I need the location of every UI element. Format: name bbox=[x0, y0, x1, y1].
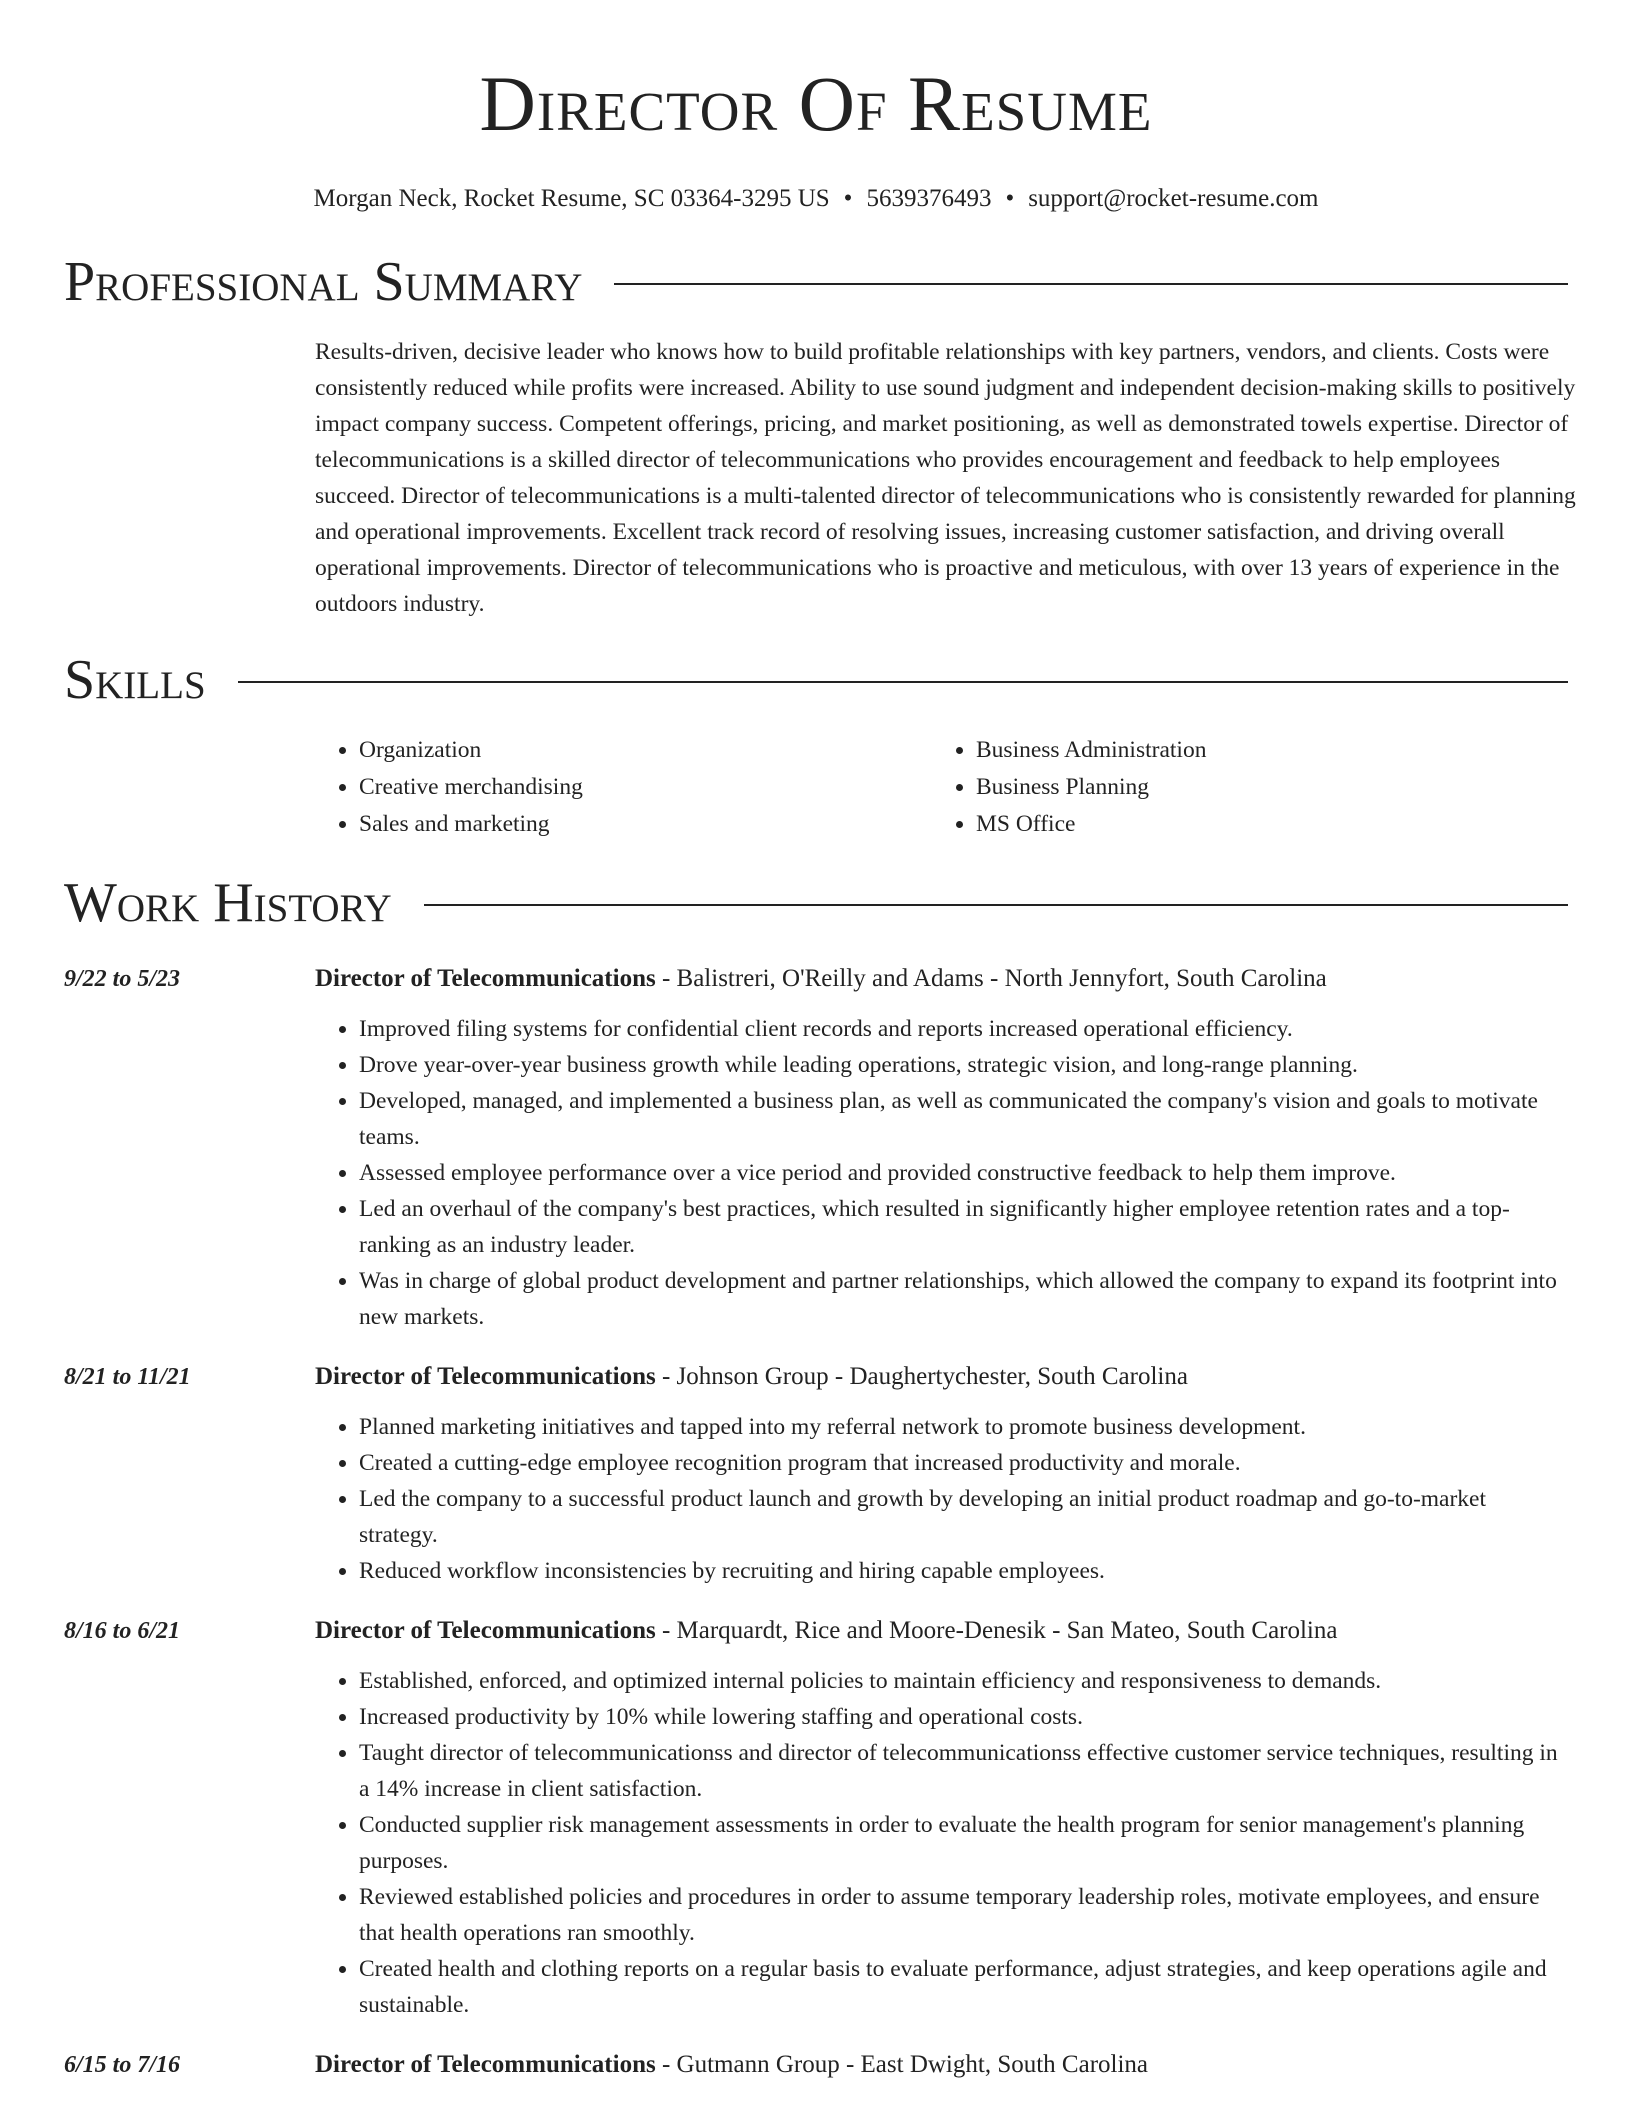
work-section-title: Work History bbox=[64, 872, 392, 934]
contact-separator: • bbox=[843, 185, 853, 212]
resume-title: Director Of Resume bbox=[479, 60, 1153, 147]
job-bullet: • Developed, managed, and implemented a business plan, as well as communicated the company's vision and goals to motivate teams. bbox=[359, 1083, 1568, 1155]
job-bullet: • Drove year-over-year business growth while leading operations, strategic vision, and long-range planning. bbox=[359, 1047, 1568, 1083]
job-bullets bbox=[315, 1663, 1568, 2023]
job-dates: 8/21 to 11/21 bbox=[64, 1364, 191, 1390]
job-bullet: • Reduced workflow inconsistencies by recruiting and hiring capable employees. bbox=[359, 1553, 1568, 1589]
job-detail bbox=[315, 961, 1568, 1335]
job-role: Director of Telecommunications bbox=[315, 1617, 656, 1644]
job-detail bbox=[315, 1359, 1568, 1589]
job-bullet: • Planned marketing initiatives and tapped into my referral network to promote business development. bbox=[359, 1409, 1568, 1445]
skill-item: • Business Planning bbox=[976, 769, 1549, 806]
job-entry bbox=[64, 2047, 1568, 2083]
job-bullet: • Increased productivity by 10% while lowering staffing and operational costs. bbox=[359, 1699, 1568, 1735]
contact-line bbox=[64, 184, 1568, 214]
section-divider bbox=[424, 904, 1568, 906]
job-headline bbox=[315, 2047, 1568, 2083]
contact-address: Morgan Neck, Rocket Resume, SC 03364-3295 US bbox=[313, 185, 830, 212]
skills-section-header bbox=[64, 648, 1568, 712]
section-divider bbox=[614, 283, 1568, 285]
job-dates: 8/16 to 6/21 bbox=[64, 1618, 181, 1644]
skill-item: • Creative merchandising bbox=[359, 769, 932, 806]
contact-email: support@rocket-resume.com bbox=[1028, 185, 1319, 212]
skill-item: • Business Administration bbox=[976, 732, 1549, 769]
job-bullets bbox=[315, 1409, 1568, 1589]
section-divider bbox=[238, 681, 1568, 683]
job-role: Director of Telecommunications bbox=[315, 1363, 656, 1390]
job-bullets bbox=[315, 1011, 1568, 1335]
job-detail bbox=[315, 2047, 1568, 2083]
job-dates: 9/22 to 5/23 bbox=[64, 966, 181, 992]
job-headline bbox=[315, 961, 1568, 997]
job-company: - Marquardt, Rice and Moore-Denesik - San Mateo, South Carolina bbox=[655, 1617, 1338, 1644]
job-company: - Gutmann Group - East Dwight, South Carolina bbox=[655, 2051, 1149, 2078]
job-headline bbox=[315, 1359, 1568, 1395]
resume-page bbox=[64, 0, 1576, 2083]
job-company: - Johnson Group - Daughertychester, South Carolina bbox=[655, 1363, 1188, 1390]
job-role: Director of Telecommunications bbox=[315, 965, 656, 992]
job-bullet: • Created a cutting-edge employee recognition program that increased productivity and morale. bbox=[359, 1445, 1568, 1481]
job-bullet: • Reviewed established policies and procedures in order to assume temporary leadership roles, motivate employees, and ensure that health operations ran smoothly. bbox=[359, 1879, 1568, 1951]
job-bullet: • Improved filing systems for confidential client records and reports increased operational efficiency. bbox=[359, 1011, 1568, 1047]
work-section-header bbox=[64, 871, 1568, 935]
contact-separator: • bbox=[1005, 185, 1015, 212]
summary-section-title: Professional Summary bbox=[64, 251, 583, 313]
skills-column-right bbox=[932, 732, 1549, 843]
job-bullet: • Assessed employee performance over a vice period and provided constructive feedback to help them improve. bbox=[359, 1155, 1568, 1191]
job-bullet: • Was in charge of global product development and partner relationships, which allowed the company to expand its footprint into new markets. bbox=[359, 1263, 1568, 1335]
job-bullet: • Taught director of telecommunicationss and director of telecommunicationss effective customer service techniques, resulting in a 14% increase in client satisfaction. bbox=[359, 1735, 1568, 1807]
job-dates: 6/15 to 7/16 bbox=[64, 2052, 181, 2078]
skills-column-left bbox=[315, 732, 932, 843]
job-company: - Balistreri, O'Reilly and Adams - North Jennyfort, South Carolina bbox=[655, 965, 1327, 992]
skill-item: • Organization bbox=[359, 732, 932, 769]
job-entry bbox=[64, 1613, 1568, 2023]
job-bullet: • Created health and clothing reports on a regular basis to evaluate performance, adjust strategies, and keep operations agile and sustainable. bbox=[359, 1951, 1568, 2023]
job-bullet: • Led an overhaul of the company's best practices, which resulted in significantly higher employee retention rates and a top-ranking as an industry leader. bbox=[359, 1191, 1568, 1263]
contact-phone: 5639376493 bbox=[866, 185, 992, 212]
job-entry bbox=[64, 961, 1568, 1335]
job-entry bbox=[64, 1359, 1568, 1589]
skill-item: • Sales and marketing bbox=[359, 806, 932, 843]
skill-item: • MS Office bbox=[976, 806, 1549, 843]
skills-list bbox=[315, 732, 1568, 843]
summary-text: Results-driven, decisive leader who knows how to build profitable relationships with key partners, vendors, and clients. Costs were consistently reduced while profits were increased. Ability to use sound judgment and independent decision-making skills to positively impact company success. Competent offerings, pricing, and market positioning, as well as demonstrated towels expertise. Director of telecommunications is a skilled director of telecommunications who provides encouragement and feedback to help employees succeed. Director of telecommunications is a multi-talented director of telecommunications who is consistently rewarded for planning and operational improvements. Excellent track record of resolving issues, increasing customer satisfaction, and driving overall operational improvements. Director of telecommunications who is proactive and meticulous, with over 13 years of experience in the outdoors industry. bbox=[315, 339, 1576, 617]
skills-section-title: Skills bbox=[64, 649, 206, 711]
job-bullet: • Established, enforced, and optimized internal policies to maintain efficiency and responsiveness to demands. bbox=[359, 1663, 1568, 1699]
job-detail bbox=[315, 1613, 1568, 2023]
work-history-list bbox=[64, 961, 1568, 2083]
job-bullet: • Conducted supplier risk management assessments in order to evaluate the health program for senior management's planning purposes. bbox=[359, 1807, 1568, 1879]
job-bullet: • Led the company to a successful product launch and growth by developing an initial product roadmap and go-to-market strategy. bbox=[359, 1481, 1568, 1553]
job-headline bbox=[315, 1613, 1568, 1649]
job-role: Director of Telecommunications bbox=[315, 2051, 656, 2078]
summary-section-header bbox=[64, 250, 1568, 314]
